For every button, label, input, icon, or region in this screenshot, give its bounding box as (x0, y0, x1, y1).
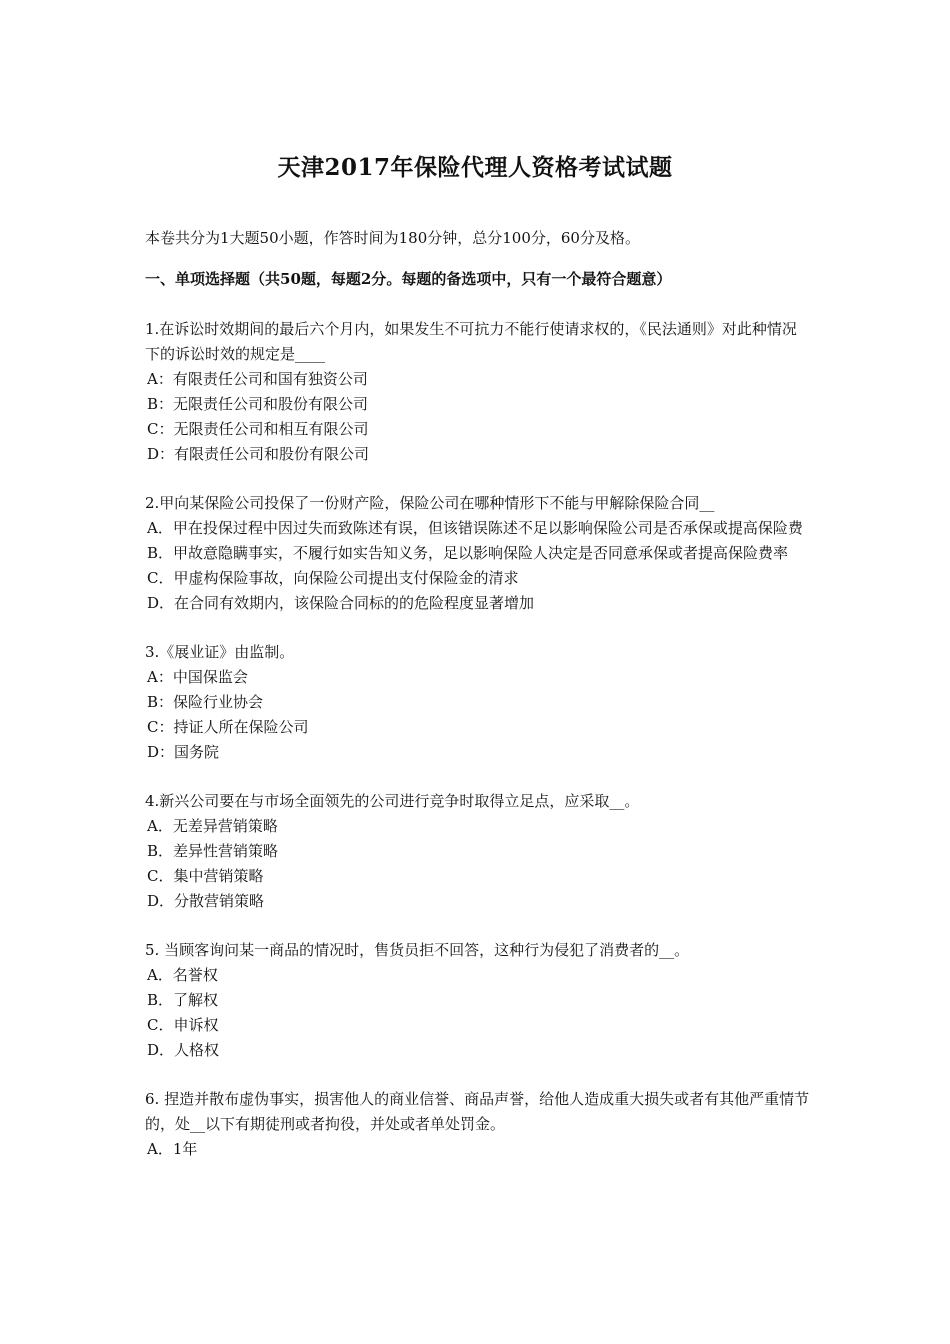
option-b: B：无限责任公司和股份有限公司 (147, 395, 369, 413)
option-d: D：有限责任公司和股份有限公司 (147, 445, 370, 463)
question-stem: 1.在诉讼时效期间的最后六个月内，如果发生不可抗力不能行使请求权的，《民法通则》对此种情况下的诉讼时效的规定是____ (145, 320, 797, 363)
option-a: A．甲在投保过程中因过失而致陈述有误，但该错误陈述不足以影响保险公司是否承保或提高保险费 (147, 519, 803, 537)
option-b: B．了解权 (147, 991, 219, 1009)
option-c: C：无限责任公司和相互有限公司 (147, 420, 369, 438)
question-stem: 6. 捏造并散布虚伪事实，损害他人的商业信誉、商品声誉，给他人造成重大损失或者有其他严重情节的，处__以下有期徒刑或者拘役，并处或者单处罚金。 (145, 1090, 810, 1133)
question-3 (145, 640, 810, 765)
option-a: A：有限责任公司和国有独资公司 (147, 370, 368, 388)
option-b: B．差异性营销策略 (147, 842, 279, 860)
option-d: D．分散营销策略 (147, 892, 265, 910)
question-stem: 3.《展业证》由监制。 (145, 643, 295, 661)
option-b: B．甲故意隐瞒事实，不履行如实告知义务，足以影响保险人决定是否同意承保或者提高保险费率 (147, 544, 789, 562)
option-c: C．甲虚构保险事故，向保险公司提出支付保险金的清求 (147, 569, 519, 587)
question-stem: 5. 当顾客询问某一商品的情况时，售货员拒不回答，这种行为侵犯了消费者的__。 (145, 941, 690, 959)
option-b: B：保险行业协会 (147, 693, 264, 711)
document-body (145, 226, 810, 1186)
question-stem: 2.甲向某保险公司投保了一份财产险，保险公司在哪种情形下不能与甲解除保险合同__ (145, 494, 715, 512)
option-c: C．集中营销策略 (147, 867, 264, 885)
section-heading: 一、单项选择题（共50题，每题2分。每题的备选项中，只有一个最符合题意） (145, 270, 672, 288)
option-c: C：持证人所在保险公司 (147, 718, 309, 736)
option-c: C．申诉权 (147, 1016, 219, 1034)
document-title: 天津2017年保险代理人资格考试试题 (277, 154, 673, 181)
question-2 (145, 491, 810, 616)
option-a: A．名誉权 (147, 966, 218, 984)
question-5 (145, 938, 810, 1063)
option-d: D．在合同有效期内，该保险合同标的的危险程度显著增加 (147, 594, 535, 612)
option-a: A．无差异营销策略 (147, 817, 278, 835)
option-a: A．1年 (147, 1140, 198, 1158)
question-6 (145, 1087, 810, 1162)
question-stem: 4.新兴公司要在与市场全面领先的公司进行竞争时取得立足点，应采取__。 (145, 792, 640, 810)
option-d: D：国务院 (147, 743, 220, 761)
exam-intro: 本卷共分为1大题50小题，作答时间为180分钟，总分100分，60分及格。 (145, 229, 640, 247)
option-a: A：中国保监会 (147, 668, 248, 686)
question-1 (145, 317, 810, 467)
option-d: D．人格权 (147, 1041, 220, 1059)
question-4 (145, 789, 810, 914)
